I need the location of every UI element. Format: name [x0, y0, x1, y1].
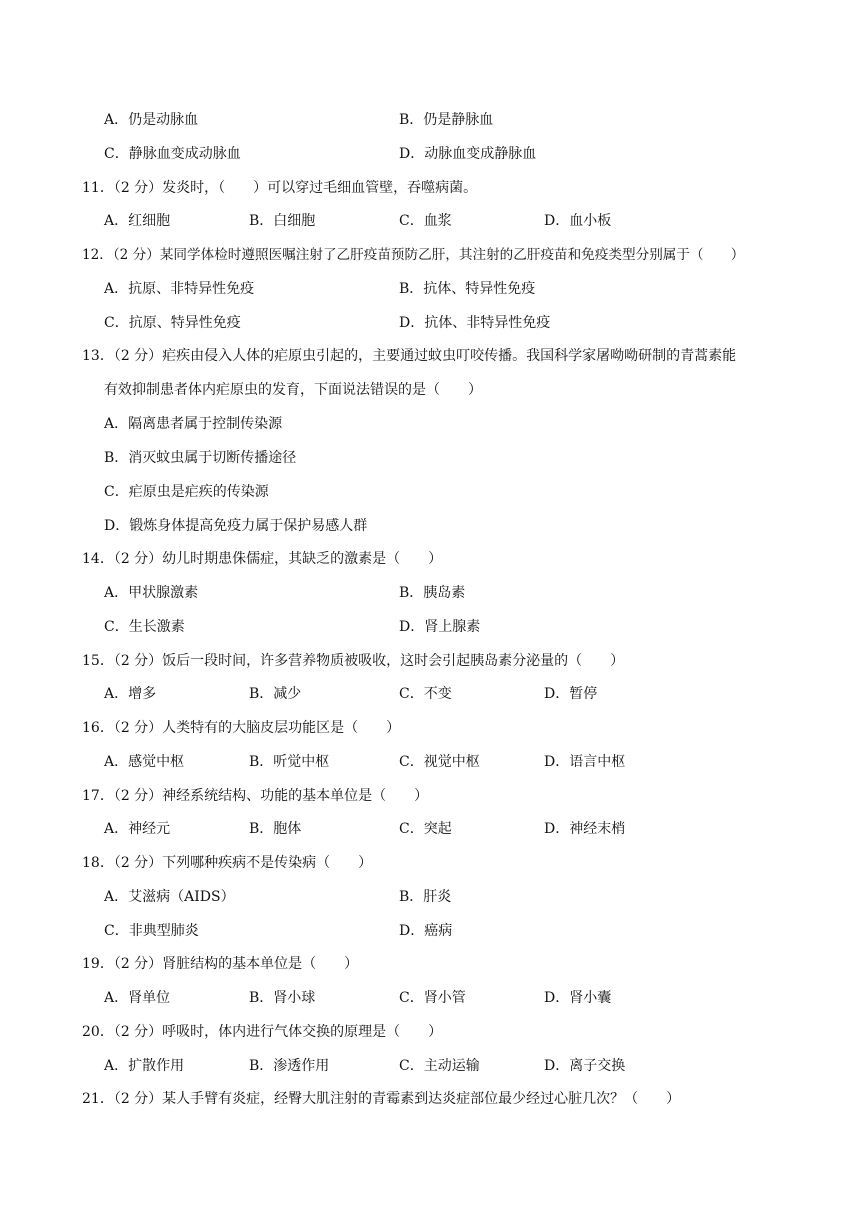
option-a: A．神经元	[104, 821, 171, 837]
question-13-option-c-row	[0, 480, 860, 504]
question-14-options-row-2	[0, 615, 860, 639]
option-b: B．胞体	[249, 821, 302, 837]
option-a: A．艾滋病（AIDS）	[104, 889, 235, 905]
question-15-text: 15．（2 分）饭后一段时间，许多营养物质被吸收，这时会引起胰岛素分泌量的（ ）	[82, 653, 625, 669]
option-c: C．静脉血变成动脉血	[104, 146, 241, 162]
option-c: C．肾小管	[399, 990, 466, 1006]
option-b: B．肾小球	[249, 990, 316, 1006]
option-c: C．疟原虫是疟疾的传染源	[104, 484, 269, 500]
question-21-stem	[0, 1087, 860, 1111]
option-d: D．抗体、非特异性免疫	[399, 315, 551, 331]
question-16-stem	[0, 716, 860, 740]
question-12-text: 12．（2 分）某同学体检时遵照医嘱注射了乙肝疫苗预防乙肝，其注射的乙肝疫苗和免疫类型分别属于（ ）	[82, 247, 745, 263]
option-b: B．抗体、特异性免疫	[399, 281, 536, 297]
option-c: C．血浆	[399, 213, 452, 229]
question-11-options	[0, 209, 860, 233]
question-15-stem	[0, 649, 860, 673]
option-c: C．抗原、特异性免疫	[104, 315, 241, 331]
question-12-options-row-2	[0, 311, 860, 335]
option-a: A．增多	[104, 686, 157, 702]
question-13-text-2: 有效抑制患者体内疟原虫的发育，下面说法错误的是（ ）	[104, 382, 482, 398]
option-a: A．肾单位	[104, 990, 171, 1006]
question-19-text: 19．（2 分）肾脏结构的基本单位是（ ）	[82, 956, 359, 972]
question-13-option-a-row	[0, 412, 860, 436]
question-12-options-row-1	[0, 277, 860, 301]
question-13-stem-line-1	[0, 344, 860, 368]
option-a: A．甲状腺激素	[104, 585, 199, 601]
option-c: C．生长激素	[104, 619, 185, 635]
question-11-stem	[0, 176, 860, 200]
question-17-text: 17．（2 分）神经系统结构、功能的基本单位是（ ）	[82, 788, 429, 804]
question-13-text-1: 13．（2 分）疟疾由侵入人体的疟原虫引起的，主要通过蚊虫叮咬传播。我国科学家屠呦呦研制的青蒿素能	[82, 348, 737, 364]
option-b: B．消灭蚊虫属于切断传播途径	[104, 450, 297, 466]
option-d: D．肾小囊	[544, 990, 612, 1006]
option-b: B．减少	[249, 686, 302, 702]
question-20-text: 20．（2 分）呼吸时，体内进行气体交换的原理是（ ）	[82, 1024, 443, 1040]
question-18-stem	[0, 851, 860, 875]
question-16-options	[0, 750, 860, 774]
question-10-options-row-2	[0, 142, 860, 166]
question-14-options-row-1	[0, 581, 860, 605]
option-b: B．仍是静脉血	[399, 112, 494, 128]
option-c: C．不变	[399, 686, 452, 702]
option-a: A．红细胞	[104, 213, 171, 229]
option-a: A．隔离患者属于控制传染源	[104, 416, 283, 432]
question-12-stem	[0, 243, 860, 267]
option-d: D．锻炼身体提高免疫力属于保护易感人群	[104, 518, 368, 534]
question-20-options	[0, 1054, 860, 1078]
option-d: D．肾上腺素	[399, 619, 481, 635]
question-10-options-row-1	[0, 108, 860, 132]
option-d: D．神经末梢	[544, 821, 626, 837]
option-a: A．感觉中枢	[104, 754, 185, 770]
question-18-options-row-1	[0, 885, 860, 909]
option-a: A．抗原、非特异性免疫	[104, 281, 255, 297]
option-d: D．动脉血变成静脉血	[399, 146, 537, 162]
option-d: D．暂停	[544, 686, 598, 702]
option-a: A．扩散作用	[104, 1058, 185, 1074]
option-d: D．癌病	[399, 923, 453, 939]
question-14-stem	[0, 547, 860, 571]
option-c: C．主动运输	[399, 1058, 480, 1074]
question-17-stem	[0, 784, 860, 808]
question-18-text: 18．（2 分）下列哪种疾病不是传染病（ ）	[82, 855, 373, 871]
option-d: D．语言中枢	[544, 754, 626, 770]
option-c: C．非典型肺炎	[104, 923, 199, 939]
question-13-stem-line-2	[0, 378, 860, 402]
option-b: B．胰岛素	[399, 585, 466, 601]
question-19-stem	[0, 952, 860, 976]
option-b: B．听觉中枢	[249, 754, 330, 770]
option-d: D．血小板	[544, 213, 612, 229]
question-14-text: 14．（2 分）幼儿时期患侏儒症，其缺乏的激素是（ ）	[82, 551, 443, 567]
option-a: A．仍是动脉血	[104, 112, 199, 128]
question-13-option-b-row	[0, 446, 860, 470]
option-c: C．突起	[399, 821, 452, 837]
question-18-options-row-2	[0, 919, 860, 943]
question-13-option-d-row	[0, 514, 860, 538]
question-16-text: 16．（2 分）人类特有的大脑皮层功能区是（ ）	[82, 720, 401, 736]
question-17-options	[0, 817, 860, 841]
option-c: C．视觉中枢	[399, 754, 480, 770]
question-20-stem	[0, 1020, 860, 1044]
option-d: D．离子交换	[544, 1058, 626, 1074]
option-b: B．白细胞	[249, 213, 316, 229]
question-15-options	[0, 682, 860, 706]
option-b: B．渗透作用	[249, 1058, 330, 1074]
question-21-text: 21．（2 分）某人手臂有炎症，经臀大肌注射的青霉素到达炎症部位最少经过心脏几次？（ ）	[82, 1091, 681, 1107]
option-b: B．肝炎	[399, 889, 452, 905]
question-19-options	[0, 986, 860, 1010]
question-11-text: 11．（2 分）发炎时，（ ）可以穿过毛细血管壁，吞噬病菌。	[82, 180, 478, 196]
